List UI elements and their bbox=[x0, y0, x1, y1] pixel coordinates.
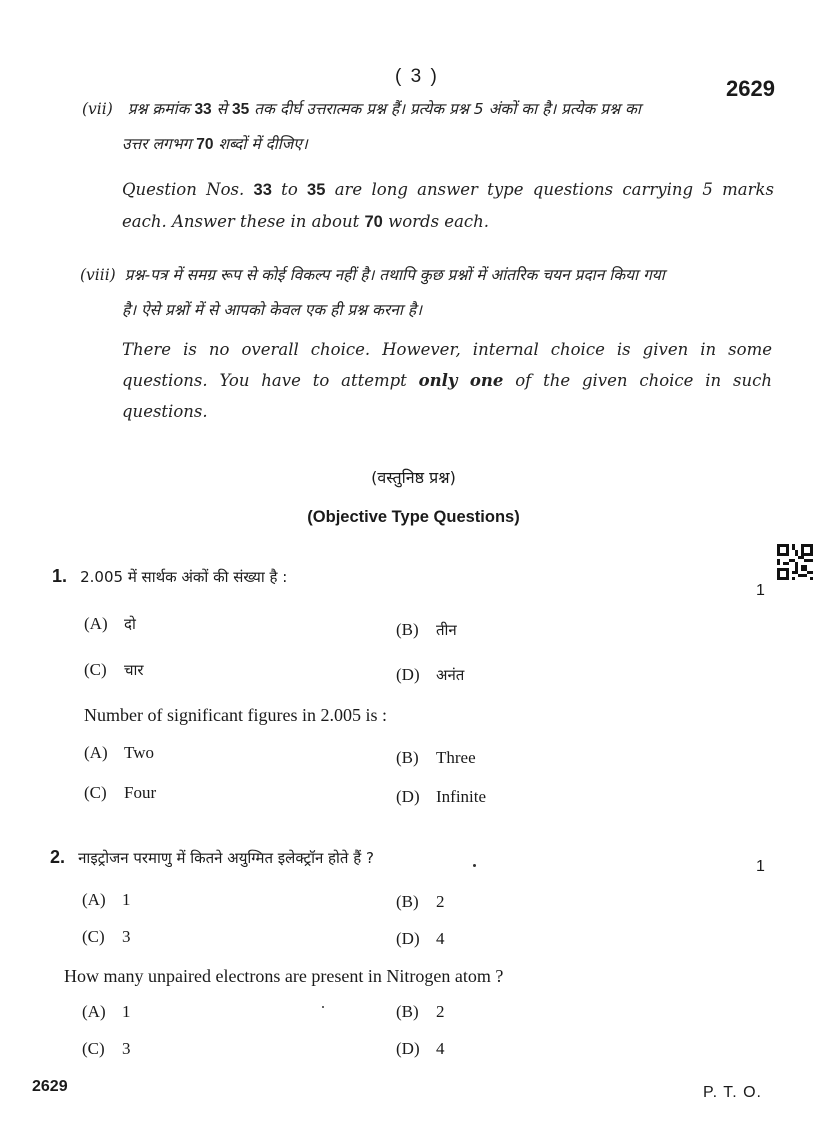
option-a-hindi: (A) दो bbox=[84, 614, 136, 633]
question-number: 2. bbox=[50, 847, 66, 867]
page-number: ( 3 ) bbox=[395, 66, 439, 87]
instruction-line: है। ऐसे प्रश्नों में से आपको केवल एक ही प्रश्न करना है। bbox=[122, 301, 422, 319]
option-b-english: (B) Three bbox=[396, 748, 476, 767]
paper-code-header: 2629 bbox=[726, 76, 775, 101]
question-text-english: Number of significant figures in 2.005 is : bbox=[84, 705, 387, 725]
option-d-english: (D) 4 bbox=[396, 1039, 445, 1058]
instruction-viii-english: There is no overall choice. However, internal choice is given in some questions. You have to attempt only one of the given choice in such questions. bbox=[122, 340, 772, 421]
option-b-hindi: (B) तीन bbox=[396, 620, 457, 639]
option-d-hindi: (D) अनंत bbox=[396, 665, 465, 684]
instruction-viii-hindi bbox=[80, 258, 782, 328]
option-a-english: (A) Two bbox=[84, 743, 154, 762]
option-c-english: (C) 3 bbox=[82, 1039, 131, 1058]
option-b-english: (B) 2 bbox=[396, 1002, 445, 1021]
scan-speck bbox=[473, 864, 476, 867]
question-1 bbox=[52, 566, 287, 587]
question-text-hindi: नाइट्रोजन परमाणु में कितने अयुग्मित इलेक्ट्रॉन होते हैं ? bbox=[78, 849, 374, 867]
instruction-roman-numeral: (viii) bbox=[80, 266, 116, 284]
section-title-hindi: (वस्तुनिष्ठ प्रश्न) bbox=[371, 468, 456, 487]
option-d-hindi: (D) 4 bbox=[396, 929, 445, 948]
paper-code-footer: 2629 bbox=[32, 1078, 68, 1095]
instruction-roman-numeral: (vii) bbox=[82, 100, 113, 118]
question-number: 1. bbox=[52, 566, 68, 586]
instruction-vii-hindi bbox=[82, 92, 782, 162]
question-marks: 1 bbox=[756, 858, 765, 875]
question-2 bbox=[50, 847, 374, 868]
option-b-hindi: (B) 2 bbox=[396, 892, 445, 911]
instruction-vii-english: Question Nos. 33 to 35 are long answer type questions carrying 5 marks each. Answer these in about 70 words each. bbox=[122, 180, 774, 231]
option-c-hindi: (C) चार bbox=[84, 660, 144, 679]
section-title-english: (Objective Type Questions) bbox=[307, 508, 520, 526]
pto-label: P. T. O. bbox=[703, 1084, 762, 1101]
qr-code-icon bbox=[777, 544, 813, 580]
question-text-hindi: 2.005 में सार्थक अंकों की संख्या है : bbox=[80, 568, 288, 586]
option-a-english: (A) 1 bbox=[82, 1002, 131, 1021]
option-c-english: (C) Four bbox=[84, 783, 157, 802]
option-a-hindi: (A) 1 bbox=[82, 890, 131, 909]
option-d-english: (D) Infinite bbox=[396, 787, 487, 806]
option-c-hindi: (C) 3 bbox=[82, 927, 131, 946]
instruction-line: (vii) प्रश्न क्रमांक 33 से 35 तक दीर्घ उत्तरात्मक प्रश्न हैं। प्रत्येक प्रश्न 5 अंकों का है। प्रत्येक प्रश्न का bbox=[82, 100, 641, 118]
question-text-english: How many unpaired electrons are present in Nitrogen atom ? bbox=[64, 966, 504, 986]
instruction-line: उत्तर लगभग 70 शब्दों में दीजिए। bbox=[122, 135, 308, 153]
scan-speck bbox=[322, 1006, 324, 1008]
question-marks: 1 bbox=[756, 582, 765, 599]
instruction-line: (viii) प्रश्न-पत्र में समग्र रूप से कोई विकल्प नहीं है। तथापि कुछ प्रश्नों में आंतरिक चयन प्रदान किया गया bbox=[80, 266, 665, 284]
